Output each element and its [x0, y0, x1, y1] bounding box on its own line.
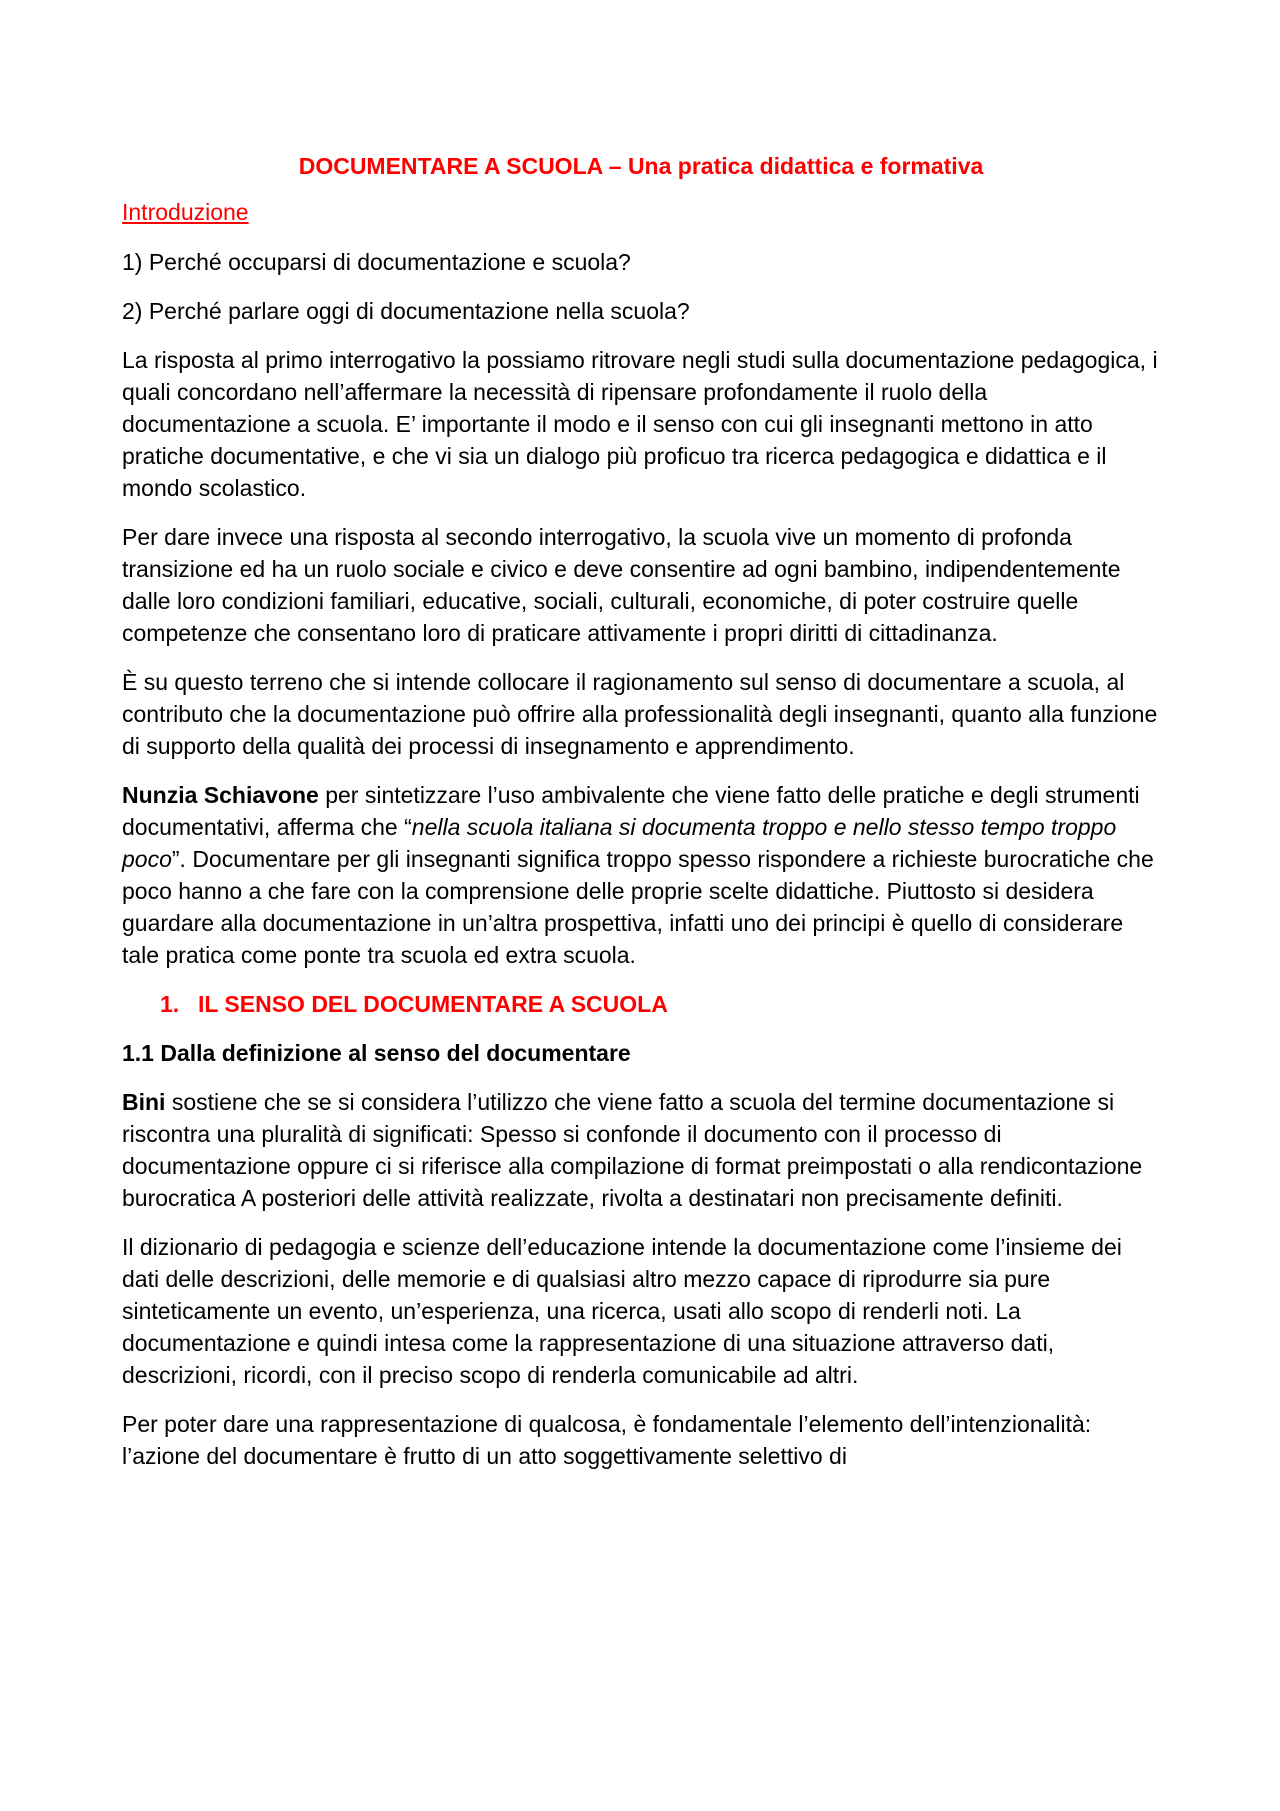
section-number: 1.: [160, 991, 180, 1017]
paragraph-5-text: sostiene che se si considera l’utilizzo che viene fatto a scuola del termine documentazione si riscontra una pluralità di significati: Spesso si confonde il documento con il processo di documentazione oppure ci si riferisce alla compilazione di format preimpostati o alla rendicontazione burocratica A posteriori delle attività realizzate, rivolta a destinatari non precisamente definiti.: [122, 1089, 1143, 1211]
paragraph-1: La risposta al primo interrogativo la possiamo ritrovare negli studi sulla documentazione pedagogica, i quali concordano nell’affermare la necessità di ripensare profondamente il ruolo della documentazione a scuola. E’ importante il modo e il senso con cui gli insegnanti mettono in atto pratiche documentative, e che vi sia un dialogo più proficuo tra ricerca pedagogica e didattica e il mondo scolastico.: [122, 347, 1158, 501]
paragraph-3: È su questo terreno che si intende collocare il ragionamento sul senso di documentare a scuola, al contributo che la documentazione può offrire alla professionalità degli insegnanti, quanto alla funzione di supporto della qualità dei processi di insegnamento e apprendimento.: [122, 669, 1158, 759]
paragraph-7: Per poter dare una rappresentazione di qualcosa, è fondamentale l’elemento dell’intenzionalità: l’azione del documentare è frutto di un atto soggettivamente selettivo di: [122, 1411, 1092, 1469]
question-2: 2) Perché parlare oggi di documentazione nella scuola?: [122, 298, 690, 324]
author-name: Nunzia Schiavone: [122, 782, 319, 808]
paragraph-4-text-b: ”. Documentare per gli insegnanti significa troppo spesso rispondere a richieste burocratiche che poco hanno a che fare con la comprensione delle proprie scelte didattiche. Piuttosto si desidera guardare alla documentazione in un’altra prospettiva, infatti uno dei principi è quello di considerare tale pratica come ponte tra scuola ed extra scuola.: [122, 846, 1154, 968]
author-name: Bini: [122, 1089, 166, 1115]
section-title: IL SENSO DEL DOCUMENTARE A SCUOLA: [198, 991, 668, 1017]
document-title: DOCUMENTARE A SCUOLA – Una pratica didattica e formativa: [298, 153, 984, 179]
question-1: 1) Perché occuparsi di documentazione e scuola?: [122, 249, 631, 275]
paragraph-5: [122, 1086, 1160, 1214]
paragraph-4: [122, 779, 1160, 971]
paragraph-4-text-a: per sintetizzare l’uso ambivalente che viene fatto delle pratiche e degli strumenti documentativi, afferma che “: [122, 782, 1140, 840]
paragraph-6: Il dizionario di pedagogia e scienze dell’educazione intende la documentazione come l’insieme dei dati delle descrizioni, delle memorie e di qualsiasi altro mezzo capace di riprodurre sia pure sinteticamente un evento, un’esperienza, una ricerca, usati allo scopo di renderli noti. La documentazione e quindi intesa come la rappresentazione di una situazione attraverso dati, descrizioni, ricordi, con il preciso scopo di renderla comunicabile ad altri.: [122, 1234, 1122, 1388]
quote-text: nella scuola italiana si documenta troppo e nello stesso tempo troppo poco: [122, 814, 1117, 872]
intro-heading: Introduzione: [122, 199, 249, 225]
subsection-heading-1-1: 1.1 Dalla definizione al senso del documentare: [122, 1040, 631, 1066]
section-heading-1: [122, 988, 1160, 1020]
paragraph-2: Per dare invece una risposta al secondo interrogativo, la scuola vive un momento di profonda transizione ed ha un ruolo sociale e civico e deve consentire ad ogni bambino, indipendentemente dalle loro condizioni familiari, educative, sociali, culturali, economiche, di poter costruire quelle competenze che consentano loro di praticare attivamente i propri diritti di cittadinanza.: [122, 524, 1121, 646]
